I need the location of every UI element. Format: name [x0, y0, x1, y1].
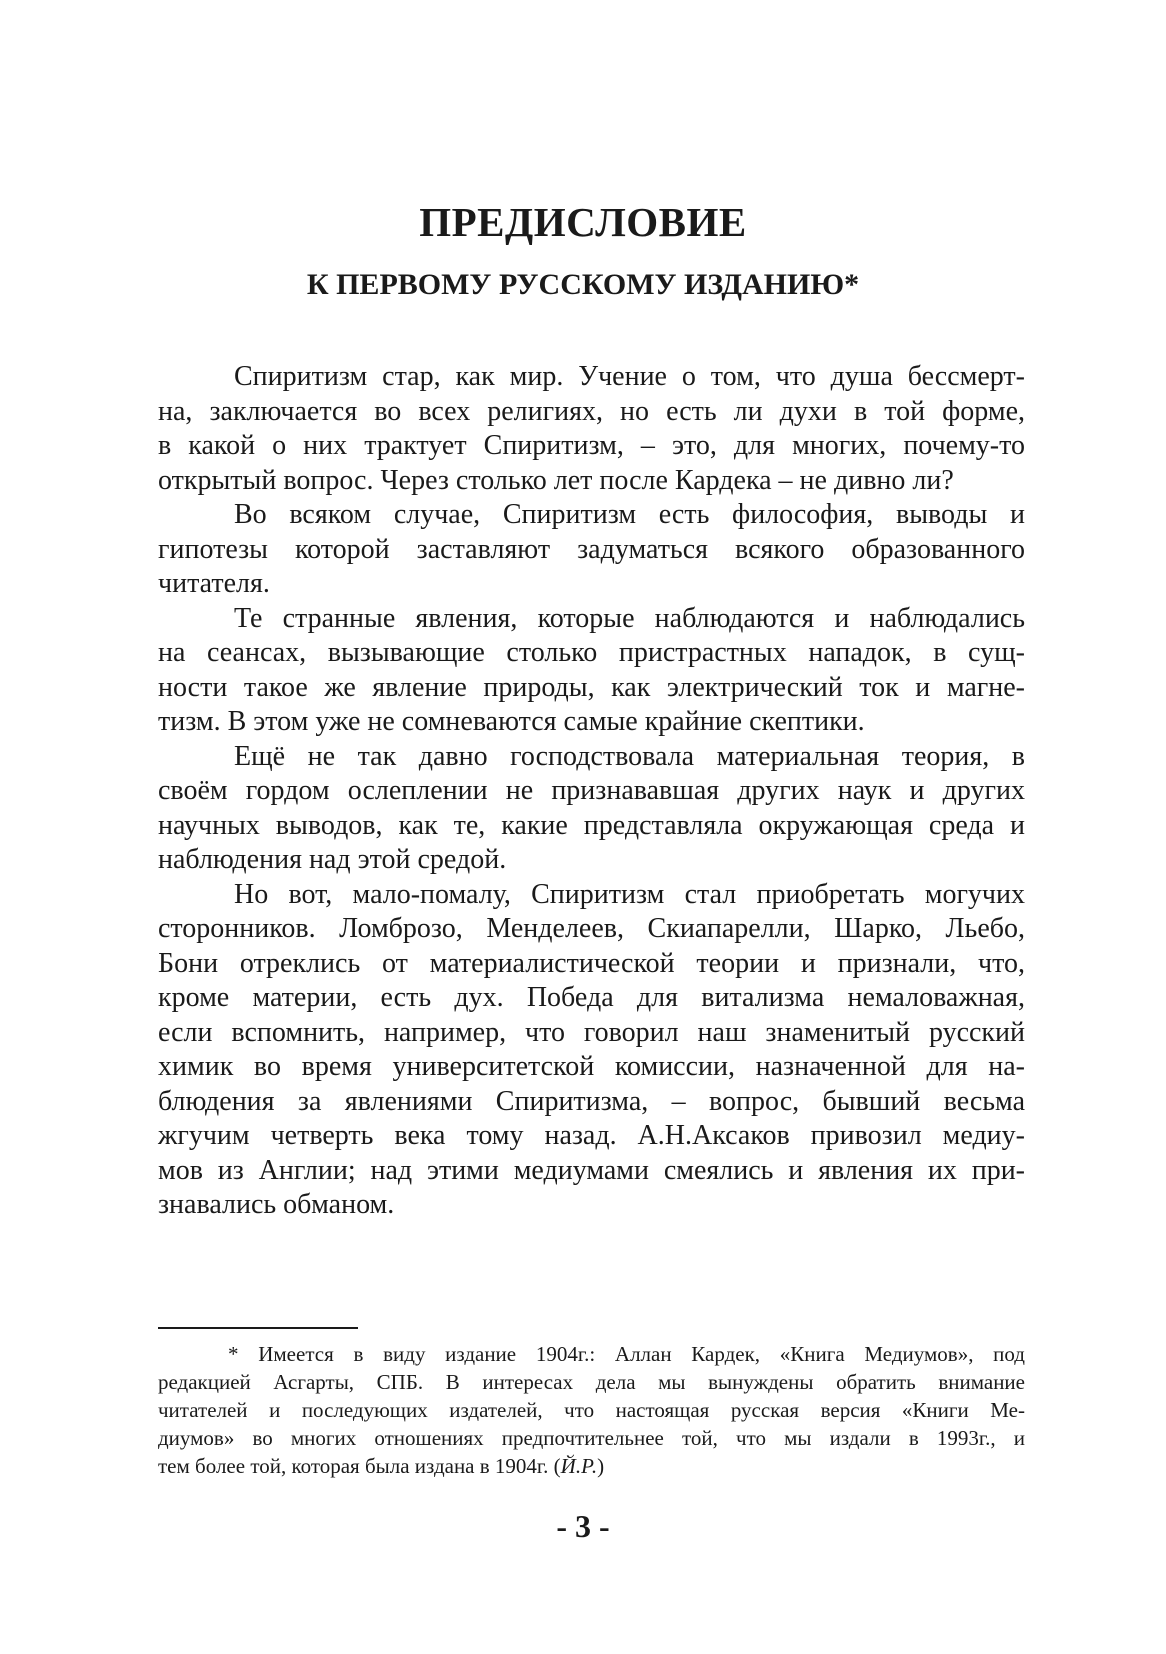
text-line: ности такое же явление природы, как электрический ток и магне-: [158, 671, 1025, 703]
text-line: Те странные явления, которые наблюдаются и наблюдались: [234, 602, 1025, 634]
text-line: мов из Англии; над этими медиумами смеялись и явления их при-: [158, 1154, 1025, 1186]
footnote-line: * Имеется в виду издание 1904г.: Аллан Кардек, «Книга Медиумов», под: [228, 1342, 1025, 1366]
page-title: ПРЕДИСЛОВИЕ: [419, 199, 747, 245]
text-line: Но вот, мало-помалу, Спиритизм стал приобретать могучих: [234, 878, 1025, 910]
body-text: [158, 360, 1025, 1223]
text-line: Бони отреклись от материалистической теории и признали, что,: [158, 947, 1025, 979]
text-line: если вспомнить, например, что говорил наш знаменитый русский: [158, 1016, 1025, 1048]
text-line: жгучим четверть века тому назад. А.Н.Аксаков привозил медиу-: [158, 1120, 1025, 1151]
footnote-divider: [158, 1327, 358, 1329]
text-line: на сеансах, вызывающие столько пристрастных нападок, в сущ-: [158, 637, 1025, 668]
footnote-signature: Й.Р.: [560, 1454, 598, 1478]
text-line: сторонников. Ломброзо, Менделеев, Скиапарелли, Шарко, Льебо,: [158, 913, 1025, 944]
text-line: тизм. В этом уже не сомневаются самые крайние скептики.: [158, 706, 865, 737]
text-line: открытый вопрос. Через столько лет после Кардека – не дивно ли?: [158, 464, 954, 496]
footnote-line: диумов» во многих отношениях предпочтительнее той, что мы издали в 1993г., и: [158, 1426, 1025, 1450]
text-line: научных выводов, как те, какие представляла окружающая среда и: [158, 809, 1025, 841]
footnote-line-text: тем более той, которая была издана в 1904г. (: [158, 1454, 561, 1478]
text-line: гипотезы которой заставляют задуматься всякого образованного: [158, 533, 1025, 565]
text-line: в какой о них трактует Спиритизм, – это, для многих, почему-то: [158, 430, 1025, 461]
text-line: Ещё не так давно господствовала материальная теория, в: [234, 740, 1025, 772]
page-subtitle: К ПЕРВОМУ РУССКОМУ ИЗДАНИЮ*: [306, 268, 860, 301]
text-line: блюдения за явлениями Спиритизма, – вопрос, бывший весьма: [158, 1085, 1025, 1117]
text-line: наблюдения над этой средой.: [158, 844, 507, 875]
text-line: читателя.: [158, 568, 270, 599]
page-number: - 3 -: [556, 1508, 610, 1544]
footnote-close-paren: ): [597, 1454, 605, 1478]
text-line: на, заключается во всех религиях, но есть ли духи в той форме,: [158, 395, 1025, 427]
text-line: Спиритизм стар, как мир. Учение о том, что душа бессмерт-: [234, 361, 1025, 392]
text-line: кроме материи, есть дух. Победа для витализма немаловажная,: [158, 982, 1025, 1013]
text-line: знавались обманом.: [158, 1189, 395, 1220]
text-line: своём гордом ослеплении не признававшая других наук и других: [158, 775, 1025, 806]
footnote-line: читателей и последующих издателей, что настоящая русская версия «Книги Ме-: [158, 1398, 1025, 1422]
footnote-line: редакцией Асгарты, СПБ. В интересах дела мы вынуждены обратить внимание: [158, 1370, 1025, 1394]
text-line: Во всяком случае, Спиритизм есть философия, выводы и: [234, 499, 1025, 530]
footnote-line-last: [158, 1452, 1025, 1480]
footnote: [158, 1340, 1025, 1480]
text-line: химик во время университетской комиссии, назначенной для на-: [158, 1051, 1025, 1082]
